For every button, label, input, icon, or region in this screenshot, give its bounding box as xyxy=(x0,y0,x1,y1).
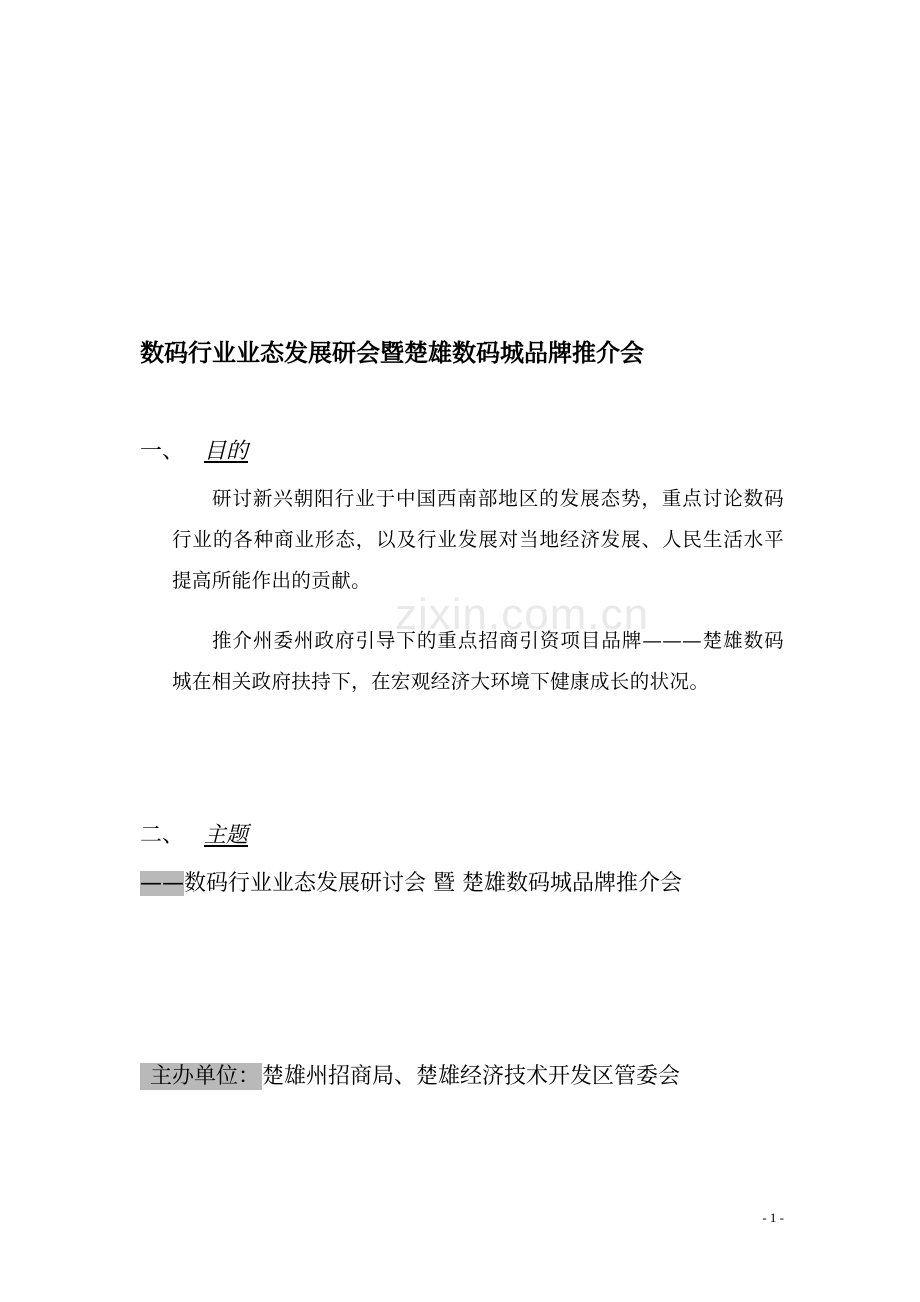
purpose-paragraph-2: 推介州委州政府引导下的重点招商引资项目品牌———楚雄数码城在相关政府扶持下，在宏观经济大环境下健康成长的状况。 xyxy=(172,629,784,693)
purpose-paragraph-1: 研讨新兴朝阳行业于中国西南部地区的发展态势，重点讨论数码行业的各种商业形态，以及行业发展对当地经济发展、人民生活水平提高所能作出的贡献。 xyxy=(172,487,784,592)
section-number: 二、 xyxy=(140,823,185,848)
page-title: 数码行业业态发展研会暨楚雄数码城品牌推介会 xyxy=(140,339,644,367)
organizer-line xyxy=(140,1060,680,1094)
theme-text: 数码行业业态发展研讨会 暨 楚雄数码城品牌推介会 xyxy=(184,871,682,896)
organizer-value: 楚雄州招商局、楚雄经济技术开发区管委会 xyxy=(262,1064,681,1089)
section-title: 主题 xyxy=(204,823,249,848)
section-title: 目的 xyxy=(204,439,249,464)
organizer-label: 主办单位： xyxy=(140,1063,262,1090)
theme-dash: —— xyxy=(140,871,184,896)
section-theme-heading xyxy=(140,821,248,851)
section-purpose-heading xyxy=(140,437,248,467)
page-number: - 1 - xyxy=(762,1210,784,1225)
theme-line xyxy=(140,867,682,901)
section-number: 一、 xyxy=(140,439,185,464)
watermark: zixin.com.cn xyxy=(395,590,650,639)
